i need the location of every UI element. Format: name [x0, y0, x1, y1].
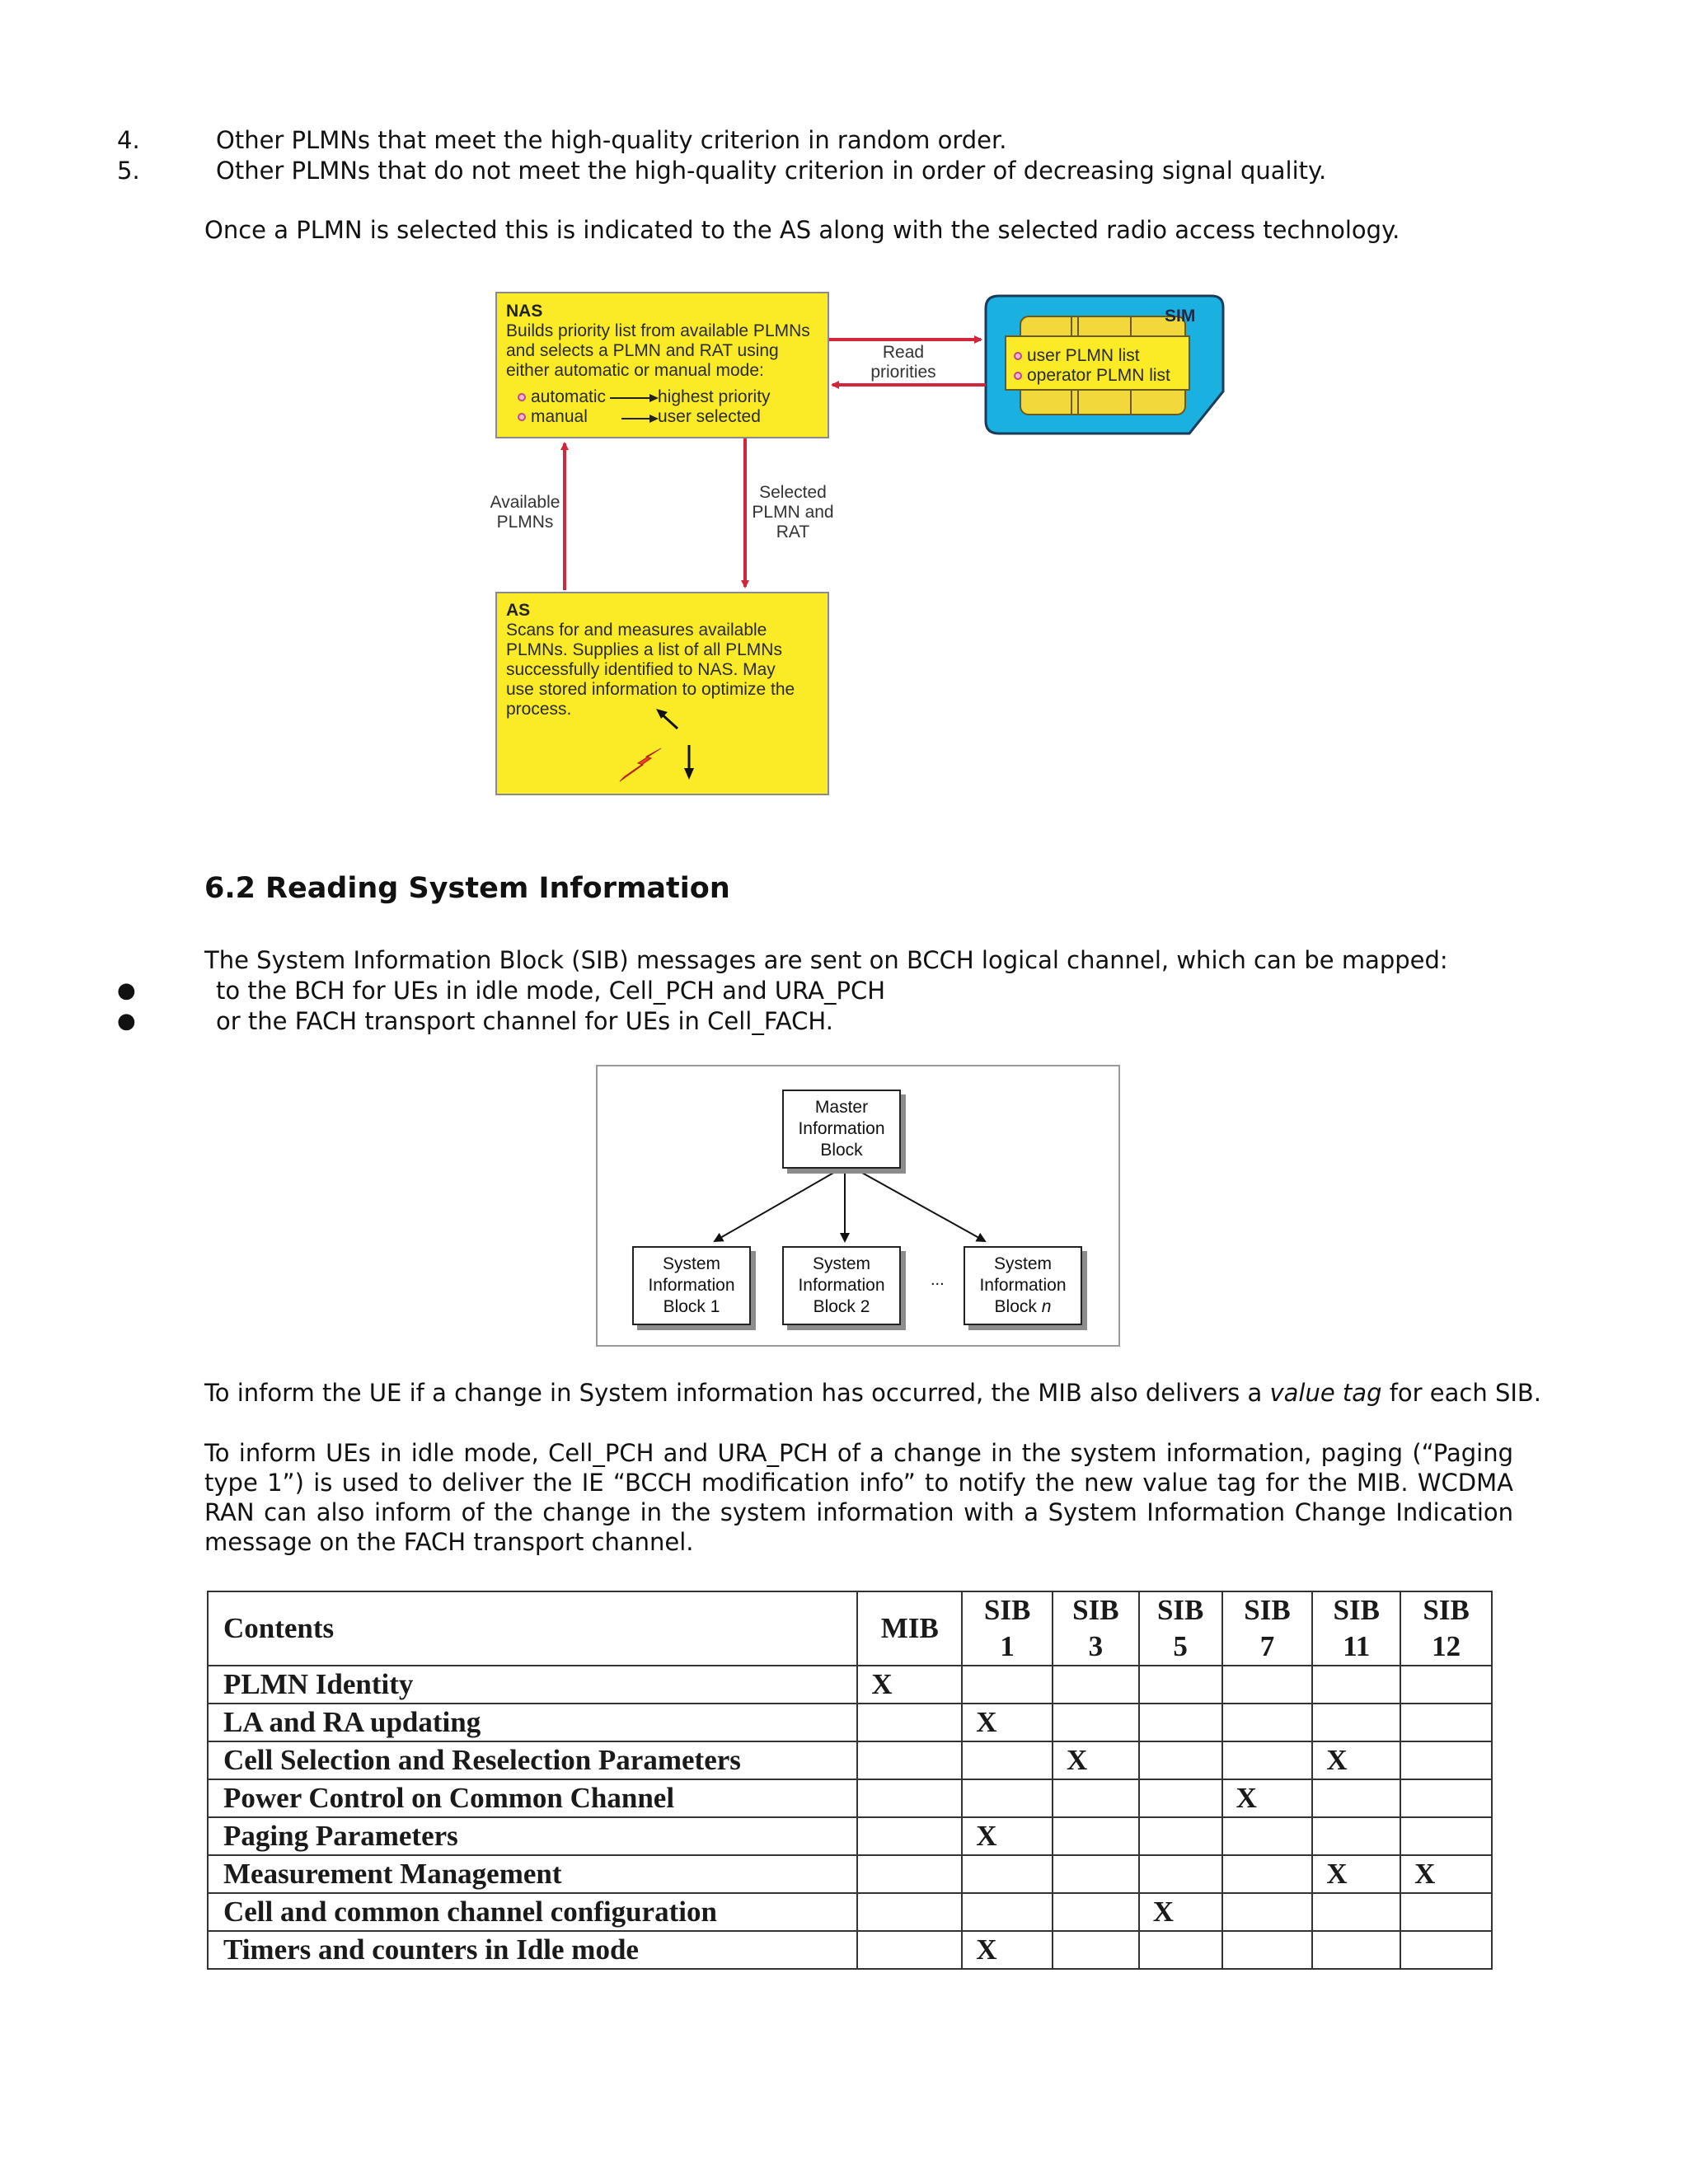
table-cell: [1222, 1855, 1313, 1893]
table-cell: X: [1312, 1741, 1400, 1779]
table-cell: X: [1139, 1893, 1222, 1931]
table-cell: [857, 1704, 962, 1741]
list-item-text: Other PLMNs that do not meet the high-quality criterion in order of decreasing signal quality.: [216, 157, 1327, 185]
table-row: [208, 1666, 1492, 1704]
table-cell: [1139, 1931, 1222, 1969]
as-desc-line: successfully identified to NAS. May: [506, 660, 776, 679]
table-cell: Paging Parameters: [208, 1817, 857, 1855]
table-cell: [857, 1779, 962, 1817]
as-desc-line: Scans for and measures available: [506, 621, 767, 640]
table-cell: [1312, 1666, 1400, 1704]
table-cell: [1400, 1704, 1492, 1741]
paragraph-paging: To inform UEs in idle mode, Cell_PCH and URA_PCH of a change in the system information, paging (“Paging type 1”) is used to deliver the IE “BCCH modification info” to notify the new value tag for the MIB. WCDMA RAN can also inform of the change in the system information with a System Information Change Indication message on the FACH transport channel.: [204, 1439, 1513, 1556]
bullet-icon: ●: [117, 1009, 136, 1033]
table-cell: Cell and common channel configuration: [208, 1893, 857, 1931]
nas-mode-manual: manual: [518, 407, 588, 427]
table-cell: [1053, 1666, 1139, 1704]
column-header: MIB: [857, 1591, 962, 1666]
bullet-dot-icon: [518, 393, 526, 401]
sim-item-operator-plmn: operator PLMN list: [1014, 366, 1170, 386]
nas-result-manual: user selected: [658, 407, 761, 426]
as-desc-line: use stored information to optimize the: [506, 680, 795, 699]
table-header-row: [208, 1591, 1492, 1666]
table-cell: [1312, 1817, 1400, 1855]
ellipsis: ...: [931, 1271, 945, 1289]
column-header: SIB 3: [1053, 1591, 1139, 1666]
nas-desc-line: Builds priority list from available PLMNs: [506, 321, 810, 340]
bullet-dot-icon: [1014, 352, 1022, 360]
table-row: [208, 1741, 1492, 1779]
sim-label: SIM: [1165, 307, 1196, 326]
table-cell: [962, 1779, 1053, 1817]
table-cell: [1222, 1817, 1313, 1855]
table-cell: [1139, 1817, 1222, 1855]
column-header: SIB 7: [1222, 1591, 1313, 1666]
table-cell: Cell Selection and Reselection Parameters: [208, 1741, 857, 1779]
table-cell: [1139, 1855, 1222, 1893]
column-header: SIB 12: [1400, 1591, 1492, 1666]
system-information-block-2: System Information Block 2: [782, 1246, 901, 1325]
table-cell: [1139, 1704, 1222, 1741]
table-row: [208, 1931, 1492, 1969]
list-item-text: Other PLMNs that meet the high-quality criterion in random order.: [216, 126, 1007, 154]
table-cell: [1312, 1893, 1400, 1931]
nas-mode-automatic: automatic: [518, 387, 606, 407]
paragraph-sib-intro: The System Information Block (SIB) messages are sent on BCCH logical channel, which can be mapped:: [204, 946, 1448, 974]
paragraph-plmn-selected: Once a PLMN is selected this is indicated to the AS along with the selected radio access technology.: [204, 216, 1400, 244]
list-number: 5.: [117, 157, 140, 185]
table-cell: [1400, 1893, 1492, 1931]
radio-scan-icon: [610, 705, 701, 788]
table-cell: X: [962, 1817, 1053, 1855]
column-header: SIB 11: [1312, 1591, 1400, 1666]
table-cell: PLMN Identity: [208, 1666, 857, 1704]
as-desc-line: process.: [506, 700, 572, 719]
table-cell: [1053, 1893, 1139, 1931]
nas-title: NAS: [506, 302, 543, 321]
table-row: [208, 1704, 1492, 1741]
nas-desc-line: and selects a PLMN and RAT using: [506, 341, 779, 360]
table-cell: X: [857, 1666, 962, 1704]
nas-desc-line: either automatic or manual mode:: [506, 361, 764, 380]
bullet-dot-icon: [1014, 372, 1022, 380]
table-cell: [1053, 1779, 1139, 1817]
table-cell: [1053, 1817, 1139, 1855]
sib-contents-table: [207, 1591, 1493, 1970]
table-cell: [857, 1741, 962, 1779]
read-priorities-label: Read priorities: [870, 343, 936, 382]
as-title: AS: [506, 601, 531, 620]
table-cell: LA and RA updating: [208, 1704, 857, 1741]
column-header: Contents: [208, 1591, 857, 1666]
mode-arrows-icon: [608, 391, 659, 430]
table-row: [208, 1855, 1492, 1893]
table-cell: [857, 1931, 962, 1969]
table-cell: [1139, 1741, 1222, 1779]
table-cell: [1400, 1666, 1492, 1704]
table-cell: [962, 1666, 1053, 1704]
table-cell: [857, 1893, 962, 1931]
table-cell: [1400, 1817, 1492, 1855]
table-cell: [1312, 1704, 1400, 1741]
table-cell: X: [962, 1704, 1053, 1741]
paragraph-value-tag: To inform the UE if a change in System information has occurred, the MIB also delivers a value tag for each SIB.: [204, 1379, 1542, 1407]
section-heading: 6.2 Reading System Information: [204, 872, 730, 905]
table-cell: [962, 1893, 1053, 1931]
bullet-item: or the FACH transport channel for UEs in Cell_FACH.: [216, 1007, 833, 1035]
column-header: SIB 1: [962, 1591, 1053, 1666]
list-number: 4.: [117, 126, 140, 154]
table-cell: X: [962, 1931, 1053, 1969]
table-cell: Power Control on Common Channel: [208, 1779, 857, 1817]
selected-plmn-label: Selected PLMN and RAT: [752, 483, 834, 541]
bullet-dot-icon: [518, 413, 526, 421]
master-information-block: Master Information Block: [782, 1090, 901, 1169]
table-row: [208, 1893, 1492, 1931]
as-desc-line: PLMNs. Supplies a list of all PLMNs: [506, 640, 782, 659]
table-cell: [1312, 1779, 1400, 1817]
table-row: [208, 1817, 1492, 1855]
table-cell: [857, 1855, 962, 1893]
sim-item-user-plmn: user PLMN list: [1014, 346, 1140, 366]
table-row: [208, 1779, 1492, 1817]
table-cell: [962, 1741, 1053, 1779]
mib-hierarchy-diagram: [596, 1065, 1120, 1347]
table-cell: [1053, 1855, 1139, 1893]
table-cell: [1312, 1931, 1400, 1969]
table-cell: X: [1400, 1855, 1492, 1893]
table-cell: [1400, 1779, 1492, 1817]
table-cell: [1139, 1666, 1222, 1704]
table-cell: X: [1312, 1855, 1400, 1893]
column-header: SIB 5: [1139, 1591, 1222, 1666]
table-cell: [1222, 1931, 1313, 1969]
table-cell: Measurement Management: [208, 1855, 857, 1893]
table-cell: [857, 1817, 962, 1855]
table-cell: [1400, 1931, 1492, 1969]
table-cell: [1400, 1741, 1492, 1779]
table-cell: [1053, 1704, 1139, 1741]
table-cell: Timers and counters in Idle mode: [208, 1931, 857, 1969]
table-cell: [1139, 1779, 1222, 1817]
table-cell: X: [1222, 1779, 1313, 1817]
table-cell: [962, 1855, 1053, 1893]
bullet-item: to the BCH for UEs in idle mode, Cell_PCH and URA_PCH: [216, 977, 886, 1005]
table-cell: [1222, 1893, 1313, 1931]
table-cell: X: [1053, 1741, 1139, 1779]
available-plmns-label: Available PLMNs: [490, 493, 560, 532]
table-cell: [1222, 1704, 1313, 1741]
table-cell: [1053, 1931, 1139, 1969]
system-information-block-n: System Information Block n: [964, 1246, 1082, 1325]
diagram-arrows: [0, 0, 1688, 824]
system-information-block-1: System Information Block 1: [632, 1246, 751, 1325]
table-cell: [1222, 1741, 1313, 1779]
table-cell: [1222, 1666, 1313, 1704]
bullet-icon: ●: [117, 978, 136, 1003]
nas-result-automatic: highest priority: [658, 387, 771, 406]
